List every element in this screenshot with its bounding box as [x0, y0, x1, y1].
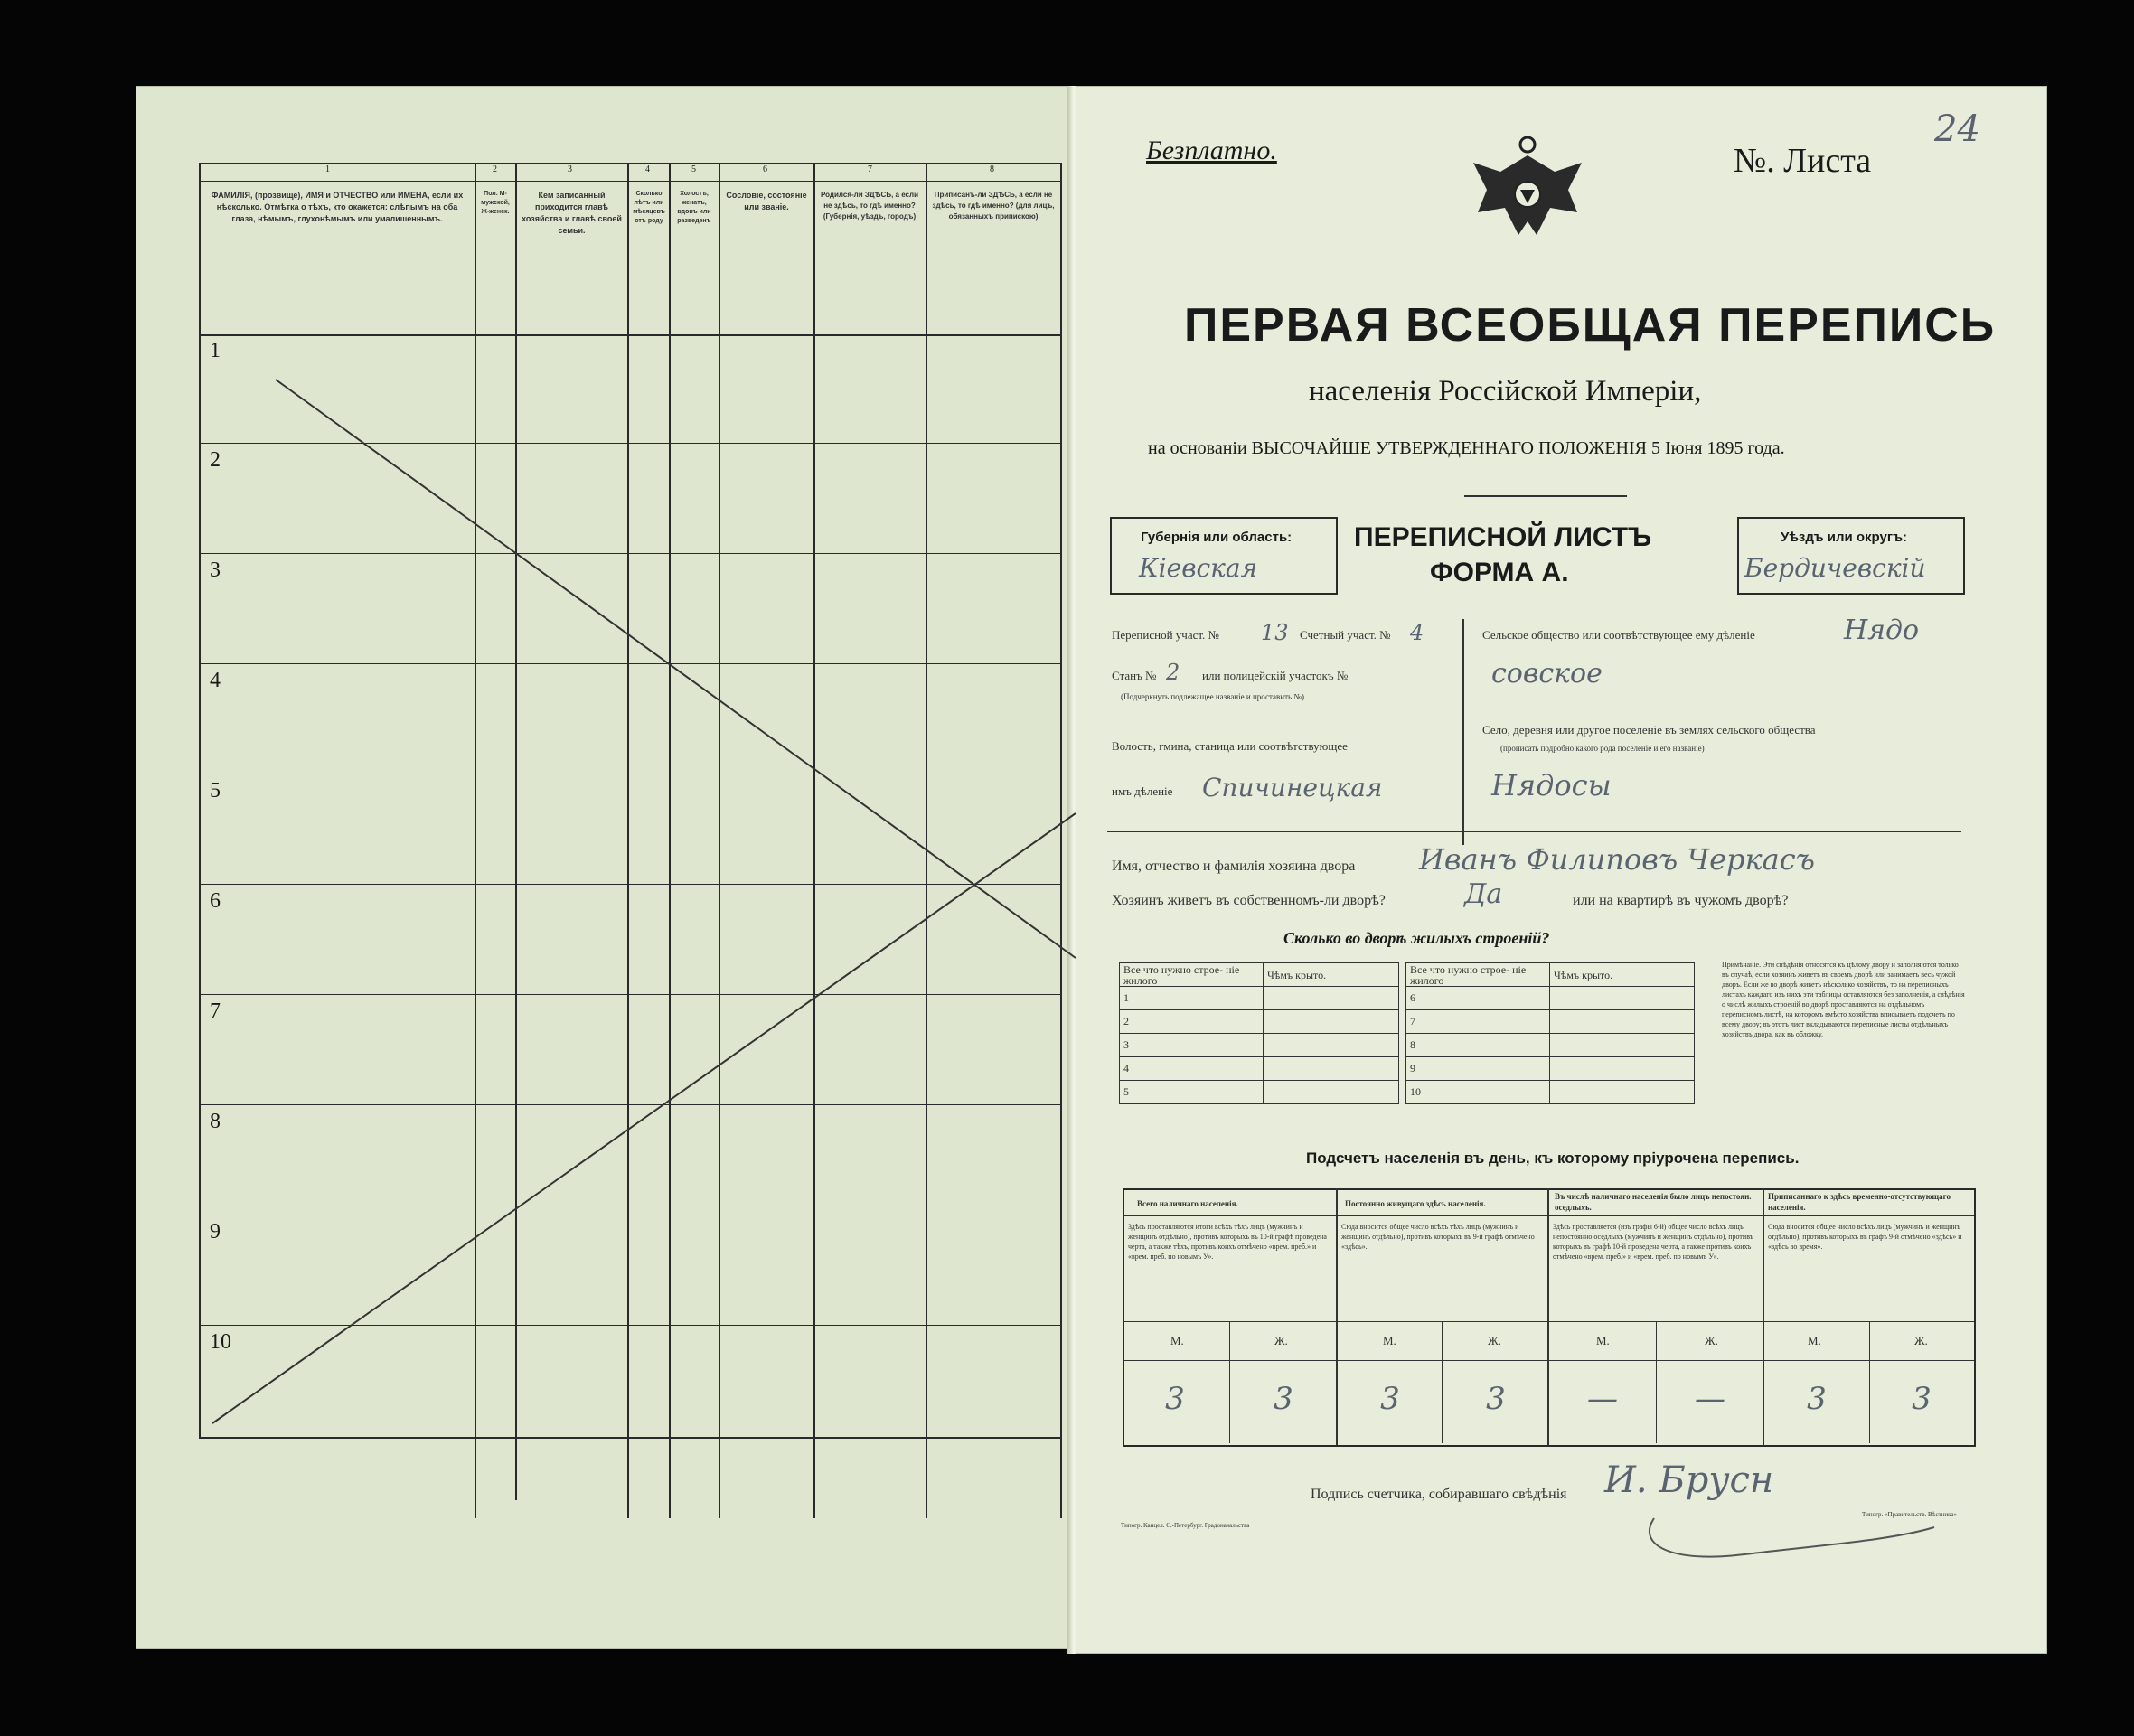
count-group-3-title: Въ числѣ наличнаго населенія было лицъ непостоян. оседлыхъ.	[1555, 1192, 1752, 1212]
free-label: Безплатно.	[1146, 136, 1277, 165]
col-number-7: 7	[868, 164, 872, 174]
police-label: или полицейскій участокъ №	[1202, 669, 1349, 682]
census-section-value: 13	[1261, 620, 1289, 645]
buildings-note: Примѣчаніе. Эти свѣдѣнія относятся къ цѣлому двору и заполняются только въ случаѣ, если хозяинъ живетъ въ своемъ дворѣ или занимаетъ весь чужой дворъ. Если же во дворѣ живетъ нѣсколько хозяйствъ, то на переписныхъ листахъ каждаго изъ нихъ эти таблицы оставляются без заполненія, а свѣдѣнія о числѣ жилыхъ строеній во дворѣ проставляются на отдѣльномъ переписномъ листѣ, на которомъ вмѣсто хозяйства вписываетъ подсчетъ по всему двору; въ этотъ лист вкладываются переписные листы отдѣльныхъ хозяйствъ двора, как въ обложку.	[1722, 961, 1965, 1038]
lives-label: Хозяинъ живетъ въ собственномъ-ли дворѣ?	[1112, 893, 1386, 908]
col-header-relation: Кем записанный приходится главѣ хозяйства и главѣ своей семьи.	[522, 191, 622, 235]
count-title: Подсчетъ населенія въ день, къ которому пріурочена перепись.	[1306, 1150, 1800, 1167]
form-title: ПЕРЕПИСНОЙ ЛИСТЪ	[1354, 522, 1652, 552]
row-number-7: 7	[210, 999, 221, 1023]
row-number-10: 10	[210, 1330, 231, 1354]
owner-label: Имя, отчество и фамилія хозяина двора	[1112, 859, 1356, 874]
col-header-registered: Приписанъ-ли ЗДѢСЬ, а если не здѣсь, то гдѣ именно? (для лицъ, обязанныхъ припискою)	[932, 191, 1055, 221]
col-number-8: 8	[990, 164, 994, 174]
volost-label: Волость, гмина, станица или соотвѣтствующее	[1112, 739, 1348, 753]
society-value: Нядо	[1844, 615, 1920, 646]
signature-value: И. Брусн	[1604, 1459, 1774, 1501]
col-header-sex: Пол. М-мужской, Ж-женск.	[481, 191, 510, 215]
col-number-1: 1	[325, 164, 330, 174]
row-number-6: 6	[210, 889, 221, 913]
count-group-4-title: Приписаннаго к здѣсь временно-отсутствующаго населенія.	[1768, 1192, 1951, 1212]
rent-label: или на квартирѣ въ чужомъ дворѣ?	[1573, 893, 1789, 908]
f-label-4: Ж.	[1914, 1334, 1928, 1347]
count-resident-m: 3	[1380, 1381, 1400, 1417]
count-section-label: Счетный участ. №	[1300, 628, 1391, 642]
m-label-3: М.	[1596, 1334, 1610, 1347]
printer-left: Типогр. Канцел. С.-Петербург. Градоначальства	[1121, 1522, 1250, 1529]
province-label: Губернія или область:	[1141, 530, 1293, 545]
count-group-2-desc: Сюда вносится общее число всѣхъ тѣхъ лицъ (мужчинъ и женщинъ отдѣльно), противъ которыхъ въ 9-й графѣ отмѣчено «здѣсь».	[1341, 1223, 1535, 1251]
row-number-2: 2	[210, 448, 221, 472]
society-label: Сельское общество или соотвѣтствующее ему дѣленіе	[1482, 628, 1755, 642]
row-number-8: 8	[210, 1110, 221, 1133]
census-section-label: Переписной участ. №	[1112, 628, 1219, 642]
buildings-title: Сколько во дворѣ жилыхъ строеній?	[1283, 929, 1550, 947]
col-number-5: 5	[691, 164, 696, 174]
count-absent-f: 3	[1912, 1381, 1932, 1417]
count-transient-f: —	[1695, 1381, 1725, 1417]
count-transient-m: —	[1587, 1381, 1618, 1417]
province-value: Кіевская	[1139, 553, 1258, 583]
row-number-3: 3	[210, 558, 221, 582]
row-number-1: 1	[210, 339, 221, 362]
buildings-table-b: Все что нужно строе- ніе жилого Чѣмъ крыто. 6 7 8 9 10	[1405, 962, 1695, 1104]
buildings-table-a: Все что нужно строе- ніе жилого Чѣмъ крыто. 1 2 3 4 5	[1119, 962, 1399, 1104]
count-group-3-desc: Здѣсь проставляется (изъ графы 6-й) общее число всѣхъ лицъ непостоянно оседлыхъ (мужчинъ и женщинъ отдѣльно), противъ которыхъ въ графѣ 10-й проведена черта, а также противъ коихъ отмѣчено «врем. преб.» и «врем. преб. по новымъ У».	[1553, 1223, 1753, 1261]
row-number-4: 4	[210, 669, 221, 692]
form-subtitle: ФОРМА А.	[1430, 558, 1569, 587]
m-label-4: М.	[1808, 1334, 1821, 1347]
stan-label: Станъ №	[1112, 669, 1157, 682]
count-group-4-desc: Сюда вносится общее число всѣхъ лицъ (мужчинъ и женщинъ отдѣльно), противъ которыхъ въ графѣ 9-й отмѣчено «здѣсь» и «здѣсь во время».	[1768, 1223, 1962, 1251]
signature-flourish	[1636, 1491, 1943, 1572]
census-title: ПЕРВАЯ ВСЕОБЩАЯ ПЕРЕПИСЬ	[1184, 299, 1997, 352]
volost-value: Спичинецкая	[1202, 773, 1383, 802]
stan-value: 2	[1166, 660, 1180, 685]
count-group-1-title: Всего наличнаго населенія.	[1137, 1199, 1238, 1208]
col-number-6: 6	[763, 164, 767, 174]
sheet-no-label: №. Листа	[1734, 142, 1872, 180]
row-number-5: 5	[210, 779, 221, 802]
lives-value: Да	[1464, 878, 1503, 910]
col-header-birthplace: Родился-ли ЗДѢСЬ, а если не здѣсь, то гдѣ именно? (Губернія, уѣздъ, городъ)	[821, 191, 918, 221]
census-subtitle: населенія Россійской Имперіи,	[1309, 375, 1702, 408]
count-section-value: 4	[1410, 620, 1424, 645]
printer-right: Типогр. «Правительств. Вѣстника»	[1862, 1511, 1958, 1518]
count-present-f: 3	[1274, 1381, 1293, 1417]
m-label-1: М.	[1170, 1334, 1184, 1347]
col-number-2: 2	[493, 164, 497, 174]
stan-note: (Подчеркнуть подлежащее названіе и проставить №)	[1121, 692, 1304, 701]
district-label: Уѣздъ или округъ:	[1781, 530, 1908, 545]
ornament-divider	[1464, 495, 1627, 497]
f-label-1: Ж.	[1274, 1334, 1288, 1347]
count-group-1-desc: Здѣсь проставляются итоги всѣхъ тѣхъ лицъ (мужчинъ и женщинъ отдѣльно), противъ которыхъ въ 10-й графѣ проведена черта, а также тѣхъ, противъ коихъ отмѣчено «врем. преб.» и «врем. преб. по новымъ У».	[1128, 1223, 1327, 1261]
sheet-no-value: 24	[1934, 108, 1980, 150]
society-value-2: совское	[1491, 658, 1603, 690]
f-label-2: Ж.	[1488, 1334, 1501, 1347]
owner-value: Иванъ Филиповъ Черкасъ	[1419, 842, 1815, 877]
count-group-2-title: Постоянно живущаго здѣсь населенія.	[1345, 1199, 1486, 1208]
f-label-3: Ж.	[1705, 1334, 1718, 1347]
village-note: (прописать подробно какого рода поселеніе и его названіе)	[1500, 744, 1705, 753]
col-number-4: 4	[645, 164, 650, 174]
col-header-estate: Сословіе, состояніе или званіе.	[726, 191, 807, 211]
census-basis: на основаніи ВЫСОЧАЙШЕ УТВЕРЖДЕННАГО ПОЛОЖЕНІЯ 5 Іюня 1895 года.	[1148, 438, 1785, 458]
count-absent-m: 3	[1807, 1381, 1827, 1417]
m-label-2: М.	[1383, 1334, 1396, 1347]
signature-label: Подпись счетчика, собиравшаго свѣдѣнія	[1311, 1487, 1567, 1502]
district-value: Бердичевскій	[1744, 553, 1926, 583]
village-label: Село, деревня или другое поселеніе въ землях сельского общества	[1482, 723, 1816, 737]
volost-label-2: имъ дѣленіе	[1112, 784, 1173, 798]
col-number-3: 3	[568, 164, 572, 174]
col-header-marital: Холостъ, женатъ, вдовъ или разведенъ	[677, 191, 711, 224]
col-header-name: ФАМИЛІЯ, (прозвище), ИМЯ и ОТЧЕСТВО или ИМЕНА, если их нѣсколько. Отмѣтка о тѣхъ, кто окажется: слѣпымъ на оба глаза, нѣмымъ, глухонѣмымъ или умалишеннымъ.	[211, 191, 464, 223]
count-present-m: 3	[1165, 1381, 1185, 1417]
col-header-age: Сколько лѣтъ или мѣсяцевъ отъ роду	[633, 191, 665, 224]
double-eagle-emblem-icon	[1464, 136, 1591, 249]
count-resident-f: 3	[1486, 1381, 1506, 1417]
village-value: Нядосы	[1491, 768, 1612, 802]
row-number-9: 9	[210, 1220, 221, 1243]
